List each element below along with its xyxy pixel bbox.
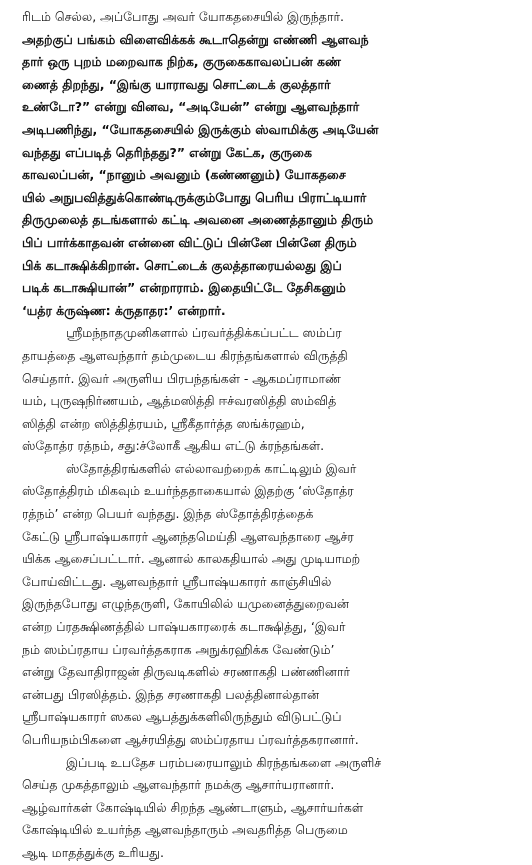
paragraph-1 <box>22 6 518 322</box>
text-line: திருமுலைத் தடங்களால் கட்டி அவனை அணைத்தானும் திரும் <box>22 212 374 228</box>
text-line: இப்படி உபதேச பரம்பரையாலும் கிரந்தங்களை அருளிச் <box>66 754 382 770</box>
text-line: ஆழ்வார்கள் கோஷ்டியில் சிறந்த ஆண்டாளும், ஆசார்யர்கள் <box>22 799 364 815</box>
text-line: யிக்க ஆசைப்பட்டார். ஆனால் காலகதியால் அது முடியாமற் <box>22 551 361 567</box>
text-line: கேட்டு ஸ்ரீபாஷ்யகாரர் ஆனந்தமெய்தி ஆளவந்தாரை ஆச்ர <box>22 528 354 544</box>
text-line: ஸ்தோத்ர ரத்நம், சது:ச்லோகீ ஆகிய எட்டு க்ரந்தங்கள். <box>22 438 325 454</box>
text-line: கோஷ்டியில் உயர்ந்த ஆளவந்தாரும் அவதரித்த பெருமை <box>22 822 348 838</box>
text-line: போய்விட்டது. ஆளவந்தார் ஸ்ரீபாஷ்யகாரர் காஞ்சியில் <box>22 573 332 589</box>
text-line: ஸ்தோத்திரம் மிகவும் உயர்ந்ததாகையால் இதற்கு ‘ஸ்தோத்ர <box>22 483 354 499</box>
text-line: ஆடி மாதத்துக்கு உரியது. <box>22 844 164 860</box>
text-line: என்று தேவாதிராஜன் திருவடிகளில் சரணாகதி பண்ணினார் <box>22 664 350 680</box>
text-line: யில் அநுபவித்துக்கொண்டிருக்கும்போது பெரிய பிராட்டியார் <box>22 189 367 205</box>
text-line: இருந்தபோது எழுந்தருளி, கோயிலில் யமுனைத்துறைவன் <box>22 596 349 612</box>
text-line: ரிடம் செல்ல, அப்போது அவர் யோகதசையில் இருந்தார். <box>22 9 344 24</box>
paragraph-4 <box>22 752 518 865</box>
text-line: செய்த முகத்தாலும் ஆளவந்தார் நமக்கு ஆசார்யரானார். <box>22 777 335 793</box>
text-line: அதற்குப் பங்கம் விளைவிக்கக் கூடாதென்று எண்ணி ஆளவந் <box>22 31 369 47</box>
text-line: ஸ்ரீமந்நாதமுனிகளால் ப்ரவர்த்திக்கப்பட்ட ஸம்ப்ர <box>66 325 342 341</box>
text-line: என்ற ப்ரதக்ஷிணத்தில் பாஷ்யகாரரைக் கடாக்ஷித்து, ‘இவர் <box>22 619 346 635</box>
paragraph-2 <box>22 322 518 458</box>
text-line: பெரியநம்பிகளை ஆச்ரயித்து ஸம்ப்ரதாய ப்ரவர்த்தகரானார். <box>22 732 359 747</box>
text-line: காவலப்பன், “நானும் அவனும் (கண்ணனும்) யோகதசை <box>22 167 346 183</box>
text-line: உண்டோ?” என்று வினவ, “அடியேன்” என்று ஆளவந்தார் <box>22 99 360 115</box>
text-line: தாயத்தை ஆளவந்தார் தம்முடைய கிரந்தங்களால் விருத்தி <box>22 347 348 363</box>
text-line: பிக் கடாக்ஷிக்கிறான். சொட்டைக் குலத்தாரையல்லது இப் <box>22 257 342 273</box>
text-line: தார் ஒரு புறம் மறைவாக நிற்க, குருகைகாவலப்பன் கண் <box>22 54 341 70</box>
text-line: நம் ஸம்ப்ரதாய ப்ரவர்த்தகராக அநுக்ரஹிக்க வேண்டும்’ <box>22 641 335 657</box>
paragraph-3 <box>22 458 518 752</box>
text-line: ஸ்தோத்திரங்களில் எல்லாவற்றைக் காட்டிலும் இவர் <box>66 460 357 476</box>
text-line: செய்தார். இவர் அருளிய பிரபந்தங்கள் - ஆகமப்ராமாண் <box>22 370 341 386</box>
text-line: வந்தது எப்படித் தெரிந்தது?” என்று கேட்க, குருகை <box>22 144 312 160</box>
text-line: பிப் பார்க்காதவன் என்னை விட்டுப் பின்னே பின்னே திரும் <box>22 234 357 250</box>
text-line: அடிபணிந்து, “யோகதசையில் இருக்கும் ஸ்வாமிக்கு அடியேன் <box>22 121 379 137</box>
text-line: படிக் கடாக்ஷியான்” என்றாராம். இதையிட்டே தேசிகனும் <box>22 280 346 296</box>
text-line: யம், புருஷநிர்ணயம், ஆத்மஸித்தி ஈச்வரஸித்தி ஸம்வித் <box>22 393 337 409</box>
text-line: ‘யத்ர க்ருஷ்ண: க்ருதாதர:’ என்றார். <box>22 302 226 318</box>
text-line: ணைத் திறந்து, “இங்கு யாராவது சொட்டைக் குலத்தார் <box>22 76 331 92</box>
text-line: ரத்நம்’ என்ற பெயர் வந்தது. இந்த ஸ்தோத்திரத்தைக் <box>22 506 314 522</box>
text-line: ஸித்தி என்ற ஸித்தித்ரயம், ஸ்ரீகீதார்த்த ஸங்க்ரஹம், <box>22 415 305 431</box>
text-line: ஸ்ரீபாஷ்யகாரர் ஸகல ஆபத்துக்களிலிருந்தும் விடுபட்டுப் <box>22 709 342 725</box>
text-line: என்பது பிரஸித்தம். இந்த சரணாகதி பலத்தினால்தான் <box>22 686 320 702</box>
